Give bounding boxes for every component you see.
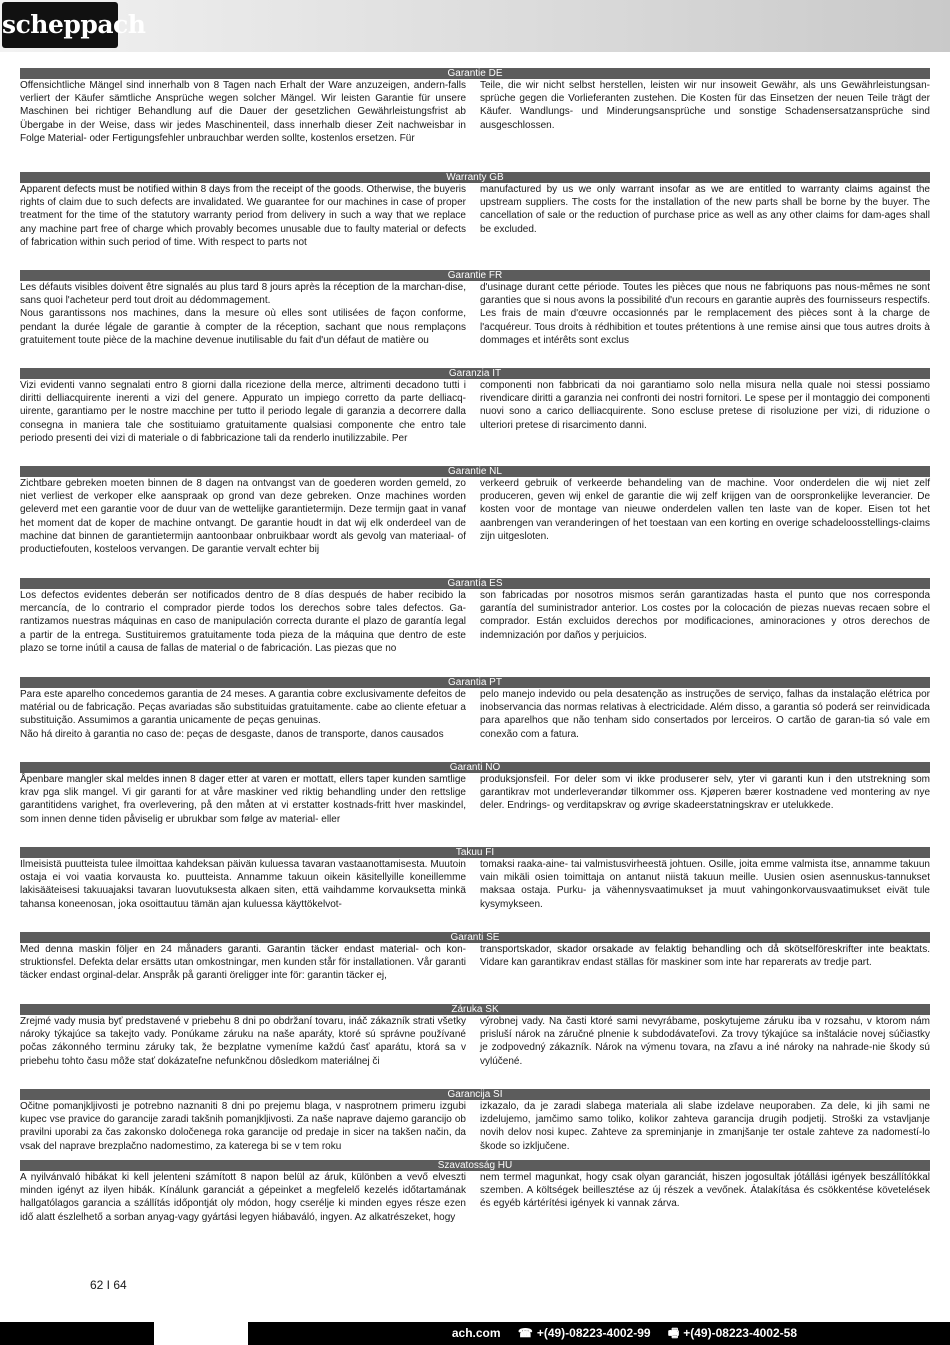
header-bar xyxy=(0,0,950,52)
website-link[interactable]: ach.com xyxy=(451,1326,501,1340)
text-right: produksjonsfeil. For deler som vi ikke produserer selv, yter vi garanti kun i den utstrekning som garantikrav mot underleverandør tilkommer oss. Kjøperen bærer kostnadene ved montering av nye deler. Endrings- og verditapskrav og øvrige skadeerstatningskrav er utelukkede. xyxy=(480,774,930,812)
text-left: Vizi evidenti vanno segnalati entro 8 giorni dalla ricezione della merce, altrimenti decadono tutti i diritti delliacquirente inerenti a vizi del genere. Appurato un impiego corretto da parte delliacq-uirente, garantiamo per le nostre macchine per tutto il periodo legale di garanzia a decorrere dalla consegna in maniera tale che sostituiamo gratuitamente qualsiasi componente che entro tale periodo presenti dei vizi di materiale o di fabbricazione tali da renderlo inutilizzabile. Per xyxy=(20,380,466,444)
section-title: Warranty GB xyxy=(20,172,930,183)
phone-number: +(49)-08223-4002-99 xyxy=(536,1326,651,1340)
text-right: nem termel magunkat, hogy csak olyan garanciát, hiszen jogosultak jótállási igények beszállítókkal szemben. A költségek beillesztése az új részek a vevőnek. Átalakítása és csökkentése követelések és egyéb kártérítési igények ki vannak zárva. xyxy=(480,1172,930,1210)
text-right: Teile, die wir nicht selbst herstellen, leisten wir nur insoweit Gewähr, als uns Gewährleistungsan-sprüche gegen die Vorlieferanten zustehen. Die Kosten für das Einsetzen der neuen Teile trägt der Käufer. Wandlungs- und Minderungsansprüche und sonstige Schadensersatzansprüche sind ausgeschlossen. xyxy=(480,80,930,131)
section-fi xyxy=(20,847,930,910)
section-no xyxy=(20,762,930,825)
section-title: Garantía ES xyxy=(20,578,930,589)
text-left: Les défauts visibles doivent être signalés au plus tard 8 jours après la réception de la marchan-dise, sans quoi l'acheteur perd tout droit au dédommagement. Nous garantissons nos machines, dans la mesure où elles sont utilisées de façon conforme, pendant la durée légale de garantie à compter de la réception, sachant que nous remplaçons gratuitement toute pièce de la machine devenue inutilisable du fait d'un défaut de matière ou xyxy=(20,282,466,346)
section-fr xyxy=(20,270,930,346)
contact-info xyxy=(444,1322,797,1345)
text-left: A nyilvánvaló hibákat ki kell jelenteni számított 8 napon belül az áruk, különben a vevő elveszti minden igényt az ilyen hibák. Kínálunk garanciát a gépeinket a megfelelő kezelés időtartamának hallgatólagos garancia a szállítás időpontját oly módon, hogy cserélje ki minden egyes része ezen idő alatt észlelhető a sorban anyag-vagy gyártási legyen hiábaváló, ingyen. Az alkatrészeket, hogy xyxy=(20,1172,466,1223)
text-right: výrobnej vady. Na časti ktoré sami nevyrábame, poskytujeme záruku iba v rozsahu, v ktorom nám prisluší nárok na záručné plnenie k subdodávateľovi. Za trovy týkajúce sa inštalácie novej súčiastky je zodpovedný zákazník. Nárok na výmenu tovara, na zľavu a iné nároky na nahrade-nie škody sú vylúčené. xyxy=(480,1016,930,1067)
section-title: Záruka SK xyxy=(20,1004,930,1015)
section-es xyxy=(20,578,930,654)
text-left: Ilmeisistä puutteista tulee ilmoittaa kahdeksan päivän kuluessa tavaran vastaanottamisesta. Muutoin ostaja ei voi vaatia korvausta ko. puutteista. Annamme takuun oikein käsitellyille koneillemme lakisääteisesi takuuajaksi tavaran luovutuksesta alkaen siten, että vaihdamme korvauksetta minkä tahansa koneenosan, joka osoittautuu tämän ajan kuluessa käyttökelvot- xyxy=(20,859,466,910)
text-left: Åpenbare mangler skal meldes innen 8 dager etter at varen er mottatt, ellers taper kunden samtlige krav pga slik mangel. Vi gir garanti for at våre maskiner ved riktig behandling under den rettslige garantitidens varighet, fra overlevering, på den måten at vi erstatter kostnads-fritt hver maskindel, som innen denne tiden påviselig er ubrukbar som følge av material- eller xyxy=(20,774,466,825)
section-title: Garanti NO xyxy=(20,762,930,773)
text-right: verkeerd gebruik of verkeerde behandeling van de machine. Voor onderdelen die wij niet zelf produceren, geven wij enkel de garantie die wij zelf krijgen van de oorspronkelijke leverancier. De kosten voor de montage van nieuwe onderdelen vallen ten laste van de koper. Eisen tot het aanbrengen van veranderingen of het toestaan van een korting en overige schadeloosstellings-claims zijn uitgesloten. xyxy=(480,478,930,542)
section-title: Garanti SE xyxy=(20,932,930,943)
section-nl xyxy=(20,466,930,556)
section-title: Garantia PT xyxy=(20,677,930,688)
text-left: Med denna maskin följer en 24 månaders garanti. Garantin täcker endast material- och kon-struktionsfel. Defekta delar ersätts utan omkostningar, men kunden står för installationen. Vår garanti täcker endast orginal-delar. Anspråk på garanti öreligger inte för: garantin täcker ej, xyxy=(20,944,466,982)
section-title: Garancija SI xyxy=(20,1089,930,1100)
section-sk xyxy=(20,1004,930,1067)
section-si xyxy=(20,1089,930,1152)
text-left: Los defectos evidentes deberán ser notificados dentro de 8 días después de haber recibido la mercancía, de lo contrario el comprador pierde todos los derechos sobre tales defectos. Ga-rantizamos nuestras máquinas en caso de manipulación correcta durante el plazo de garantía legal a partir de la entrega. Sustituiremos gratuitamente toda pieza de la máquina que dentro de este plazo se torne inútil a causa de fallas de material o de fabricación. Las piezas que no xyxy=(20,590,466,654)
section-it xyxy=(20,368,930,444)
text-right: son fabricadas por nosotros mismos serán garantizadas hasta el punto que nos corresponda garantía del suministrador anterior. Los costes por la colocación de piezas nuevas recaen sobre el comprador. Están excluidos derechos por modificaciones, aminoraciones y otros derechos de indemnización por daños y perjuicios. xyxy=(480,590,930,641)
text-left: Zrejmé vady musia byť predstavené v priebehu 8 dni po obdržaní tovaru, ináč zákazník strati všetky nároky týkajúce sa takejto vady. Ponúkame záruku na naše aparáty, ktoré sú správne používané počas zákonného terminu záruky tak, že bezplatne vymeníme každú časť aparátu, ktorá sa v priebehu tohto času môže stať dokázateľne nefunkčnou dôsledkom materiálnej či xyxy=(20,1016,466,1067)
text-right: izkazalo, da je zaradi slabega materiala ali slabe izdelave neuporaben. Za dele, ki jih sami ne izdelujemo, jamčimo samo toliko, kolikor zahteva garancija drugih podjetij. Stroški za vstavljanje novih delov nosi kupec. Zahteve za spreminjanje in zmanjšanje ter ostale zahteve za nadomestí-lo škode so izključene. xyxy=(480,1101,930,1152)
section-pt xyxy=(20,677,930,740)
section-hu xyxy=(20,1160,930,1223)
footer-white-block xyxy=(154,1322,248,1345)
text-left: Apparent defects must be notified within 8 days from the receipt of the goods. Otherwise, the buyeris rights of claim due to such defects are invalidated. We guarantee for our machines in case of proper treatment for the time of the statutory warranty period from delivery in such a way that we replace any machine part free of charge which provably becomes unusable due to faulty material or defects of fabrication within such period of time. With respect to parts not xyxy=(20,184,466,248)
text-right: tomaksi raaka-aine- tai valmistusvirheestä johtuen. Osille, joita emme valmista itse, annamme takuun vain mikäli osien toimittaja on antanut niistä takuun meille. Uusien osien asennuskus-tannukset maksaa ostaja. Purku- ja vähennysvaatimukset ja muut vahingonkorvausvaatimukset eivät tule kysymykseen. xyxy=(480,859,930,910)
section-title: Garantie NL xyxy=(20,466,930,477)
section-de xyxy=(20,68,930,144)
text-right: manufactured by us we only warrant insofar as we are entitled to warranty claims against the upstream suppliers. The costs for the installation of the new parts shall be borne by the buyer. The cancellation of sale or the reduction of purchase price as well as any other claims for dam-ages shall be excluded. xyxy=(480,184,930,235)
text-right: pelo manejo indevido ou pela desatenção as instruções de serviço, falhas da instalação elétrica por inobservancia das normas relativas à electricidade. Além disso, a garantia só poderá ser reinvidicada para aparelhos que não tenham sido consertados por lerceiros. O cartão de garan-tia só vale em conexão com a fatura. xyxy=(480,689,930,740)
text-left: Para este aparelho concedemos garantia de 24 meses. A garantia cobre exclusivamente defeitos de matérial ou de fabricação. Peças avariadas são substituidas gratuitamente. cabe ao cliente efetuar a substituição. Assumimos a garantia unicamente de peças genuinas. Não há direito à garantia no caso de: peças de desgaste, danos de transporte, danos causados xyxy=(20,689,466,740)
text-right: d'usinage durant cette période. Toutes les pièces que nous ne fabriquons pas nous-mêmes ne sont garanties que si nous avons la possibilité d'un recours en garantie auprès des fournisseurs respectifs. Les frais de main d'œuvre occasionnés par le remplacement des pièces sont à la charge de l'acquéreur. Tous droits à rédhibition et toutes prétentions à une remise ainsi que tous autres droits à dommages et intérêts sont exclus xyxy=(480,282,930,346)
fax-icon: 🖷 xyxy=(667,1326,680,1340)
section-gb xyxy=(20,172,930,248)
section-title: Szavatosság HU xyxy=(20,1160,930,1171)
section-se xyxy=(20,932,930,982)
text-left: Očitne pomanjkljivosti je potrebno naznaniti 8 dni po prejemu blaga, v nasprotnem primeru izgubi kupec vse pravice do garancije zaradi takšnih pomanjkljivosti. Za naše naprave dajemo garancijo ob pravilni uporabi za čas zakonsko določenega roka garancije od predaje in sicer na takšen način, da vsak del naprave brezplačno nadomestimo, za katerega bi se v tem roku xyxy=(20,1101,466,1152)
text-right: transportskador, skador orsakade av felaktig behandling och då skötselföreskrifter inte beaktats. Vidare kan garantikrav endast ställas för maskiner som inte har reparerats av tredje part. xyxy=(480,944,930,969)
footer-bar xyxy=(0,1322,950,1345)
text-left: Zichtbare gebreken moeten binnen de 8 dagen na ontvangst van de goederen worden gemeld, zo niet verliest de verkoper elke aanspraak op grond van deze gebreken. Onze machines worden geleverd met een garantie voor de duur van de wettelijke garantietermijn. Deze termijn gaat in vanaf het moment dat de koper de machine ontvangt. De garantie houdt in dat wij elk onderdeel van de machine dat binnen de garantietermijn aantoonbaar onbruikbaar wordt als gevolg van materiaal- of productiefouten, kosteloos vervangen. De garantie vervalt echter bij xyxy=(20,478,466,556)
phone-icon: ☎ xyxy=(517,1326,533,1340)
text-left: Offensichtliche Mängel sind innerhalb von 8 Tagen nach Erhalt der Ware anzuzeigen, andern-falls verliert der Käufer sämtliche Ansprüche wegen solcher Mängel. Wir leisten Garantie für unsere Maschinen bei richtiger Behandlung auf die Dauer der gesetzlichen Gewährleistungsfrist ab Übergabe in der Weise, dass wir jedes Maschinenteil, dass innerhalb dieser Zeit nachweisbar in Folge Material- oder Fertigungsfehler unbrauchbar werden sollte, kostenlos ersetzen. Für xyxy=(20,80,466,144)
text-right: componenti non fabbricati da noi garantiamo solo nella misura nella quale noi stessi possiamo rivendicare diritti a garanzia nei confronti dei nostri fornitori. Le spese per il montaggio dei componenti nuovi sono a carico delliacquirente. Sono escluse pretese di risoluzione per vizi, di riduzione o ulteriori pretese di risarcimento danni. xyxy=(480,380,930,431)
fax-number: +(49)-08223-4002-58 xyxy=(683,1326,797,1340)
section-title: Garantie DE xyxy=(20,68,930,79)
page-number: 62 I 64 xyxy=(90,1278,127,1292)
section-title: Takuu FI xyxy=(20,847,930,858)
brand-logo: scheppach xyxy=(2,2,118,48)
section-title: Garantie FR xyxy=(20,270,930,281)
section-title: Garanzia IT xyxy=(20,368,930,379)
